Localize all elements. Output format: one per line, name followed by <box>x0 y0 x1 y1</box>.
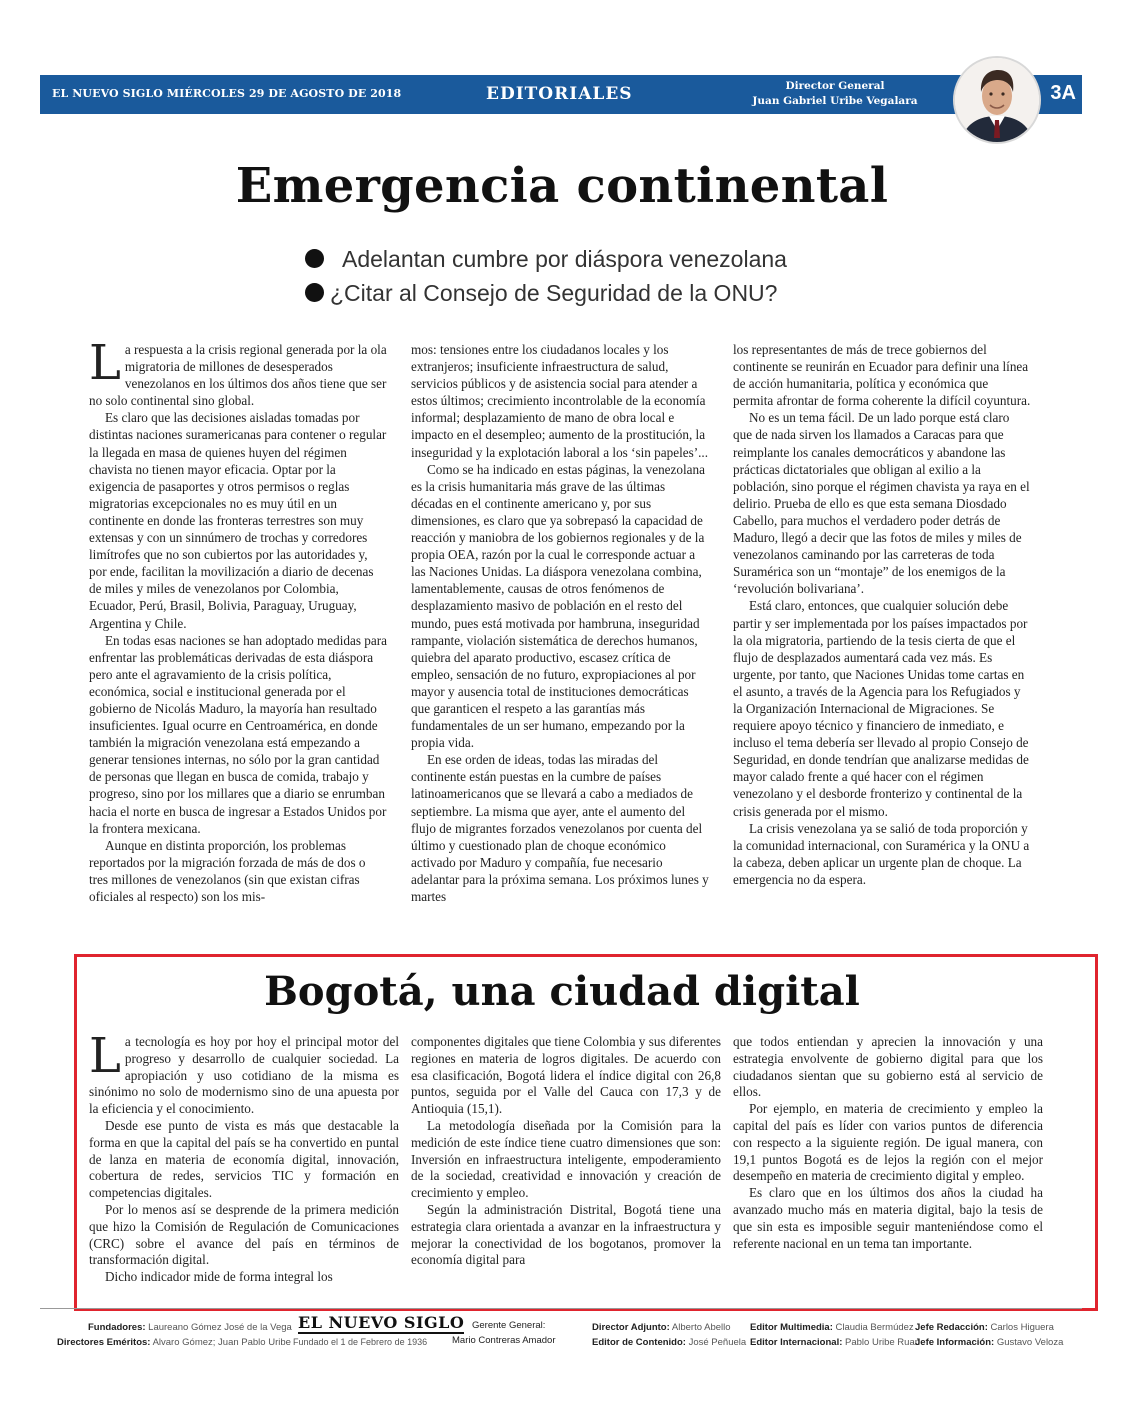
paragraph-text: a tecnología es hoy por hoy el principal motor del progreso y desarrollo de cualquier sociedad. La apropiación y uso cotidiano de la misma es sinónimo no solo de modernismo sino de una apuesta por la eficiencia y el conocimiento. <box>89 1034 399 1117</box>
paragraph <box>89 341 387 409</box>
paragraph: los representantes de más de trece gobiernos del continente se reunirán en Ecuador para definir una línea de acción humanitaria, política y económica que permita afrontar de forma coherente la difícil coyuntura. <box>733 342 1031 409</box>
paragraph <box>89 1034 399 1118</box>
paragraph: No es un tema fácil. De un lado porque está claro que de nada sirven los llamados a Caracas para que reimplante los canales democráticos y abandone las prácticas dictatoriales que obligan al exilio a la población, sino porque el régimen chavista ya raya en el delirio. Prueba de ello es que esta semana Diosdado Cabello, para muchos el verdadero poder detrás de Maduro, llegó a decir que las fotos de miles y miles de venezolanos caminando por las carreteras de toda Suramérica son un “montaje” de los enemigos de la ‘revolución bolivariana’. <box>733 410 1030 597</box>
footer-label: Jefe Información: <box>915 1337 995 1348</box>
director-avatar <box>953 56 1041 144</box>
paragraph: La crisis venezolana ya se salió de toda proporción y la comunidad internacional, con Suramérica y la ONU a la cabeza, deben aplicar un urgente plan de choque. La emergencia no da espera. <box>733 820 1030 887</box>
paragraph: Por lo menos así se desprende de la primera medición que hizo la Comisión de Regulación de Comunicaciones (CRC) sobre el avance del país en términos de transformación digital. <box>89 1201 399 1268</box>
article-column <box>733 1034 1043 1294</box>
footer-value: Claudia Bermúdez <box>835 1322 914 1333</box>
footer-value: Laureano Gómez José de la Vega <box>148 1322 292 1333</box>
paragraph: Dicho indicador mide de forma integral los <box>105 1269 333 1285</box>
paragraph: Es claro que las decisiones aisladas tomadas por distintas naciones suramericanas para contener o regular la llegada en masa de quienes huyen del régimen chavista no tienen mayor eficacia. Optar por la exigencia de pasaportes y otros permisos o reglas migratorias excepcionales no es muy útil en un continente en donde las fronteras terrestres son muy extensas y con un sinnúmero de trochas y corredores limítrofes que no son cubiertos por las autoridades y, por ende, facilitan la movilización a diario de decenas de miles y miles de venezolanos por Colombia, Ecuador, Perú, Brasil, Bolivia, Paraguay, Uruguay, Argentina y Chile. <box>89 410 387 631</box>
paragraph: La metodología diseñada por la Comisión para la medición de este índice tiene cuatro dimensiones que son: Inversión en infraestructura inteligente, empoderamiento de la sociedad, creatividad e innovación y creación de crecimiento y empleo. <box>411 1117 721 1201</box>
footer-label: Editor Internacional: <box>750 1337 843 1348</box>
article-column <box>89 341 387 941</box>
paragraph: mos: tensiones entre los ciudadanos locales y los extranjeros; insuficiente infraestructura de salud, servicios públicos y de asistencia social para atender a estos últimos; crecimiento incontrolable de la economía informal; desplazamiento de mano de obra local e impacto en el desempleo; aumento de la prostitución, la inseguridad y la explotación laboral a los ‘sin papeles’... <box>411 342 708 460</box>
masthead-date: EL NUEVO SIGLO MIÉRCOLES 29 DE AGOSTO DE 2018 <box>52 87 402 100</box>
footer-value: Gustavo Veloza <box>996 1337 1064 1348</box>
footer-founders <box>88 1322 292 1333</box>
article-title: Emergencia continental <box>235 158 889 214</box>
paragraph-text: a respuesta a la crisis regional generada por la ola migratoria de millones de desesperados venezolanos en los últimos dos años tiene que ser no solo continental sino global. <box>89 342 387 409</box>
footer-value: José Peñuela <box>688 1337 747 1348</box>
paragraph: Por ejemplo, en materia de crecimiento y empleo la capital del país es líder con varios puntos de diferencia con respecto a la siguiente región. De igual manera, con 19,1 puntos Bogotá es de lejos la región con el mejor desempeño en materia de crecimiento digital y empleo. <box>733 1101 1043 1184</box>
paragraph: Según la administración Distrital, Bogotá tiene una estrategia clara orientada a avanzar en la infraestructura y mejorar la conectividad de los bogotanos, promover la economía digital para <box>411 1201 721 1268</box>
footer-label: Editor Multimedia: <box>750 1322 833 1333</box>
bullet-icon <box>305 249 324 268</box>
paragraph: Desde ese punto de vista es más que destacable la forma en que la capital del país se ha convertido en puntal de lanza en materia de economía digital, innovación, cobertura de redes, servicios TIC y formación en competencias digitales. <box>89 1117 399 1201</box>
director-credit <box>745 79 925 109</box>
article-column <box>89 1034 399 1294</box>
footer-manager: Mario Contreras Amador <box>452 1335 556 1346</box>
footer-information-chief <box>915 1337 1063 1348</box>
subheadline <box>305 244 787 278</box>
bullet-icon <box>305 283 324 302</box>
header-bar <box>40 75 1082 114</box>
footer-emeritus <box>57 1337 291 1348</box>
subheadline-list <box>305 244 787 312</box>
footer-label: Fundadores: <box>88 1322 146 1333</box>
paragraph: Es claro que en los últimos dos años la ciudad ha avanzado mucho más en materia digital, bajo la tesis de que sin esta es imposible seguir manteniéndose como el referente nacional en un tema tan importante. <box>733 1185 1043 1251</box>
footer-value: Alberto Abello <box>671 1322 731 1333</box>
subheadline-text: ¿Citar al Consejo de Seguridad de la ONU? <box>330 280 778 306</box>
article-column <box>733 341 1031 941</box>
paragraph: Aunque en distinta proporción, los problemas reportados por la migración forzada de más de dos o tres millones de venezolanos (sin que existan cifras oficiales al respecto) son los mis- <box>89 837 366 904</box>
footer-label: Director Adjunto: <box>592 1322 670 1333</box>
drop-cap: L <box>89 1034 121 1084</box>
newspaper-logo: EL NUEVO SIGLO <box>298 1313 465 1332</box>
director-name: Juan Gabriel Uribe Vegalara <box>752 95 918 107</box>
paragraph: En todas esas naciones se han adoptado medidas para enfrentar las problemáticas derivadas de esta diáspora pero ante el agravamiento de la crisis política, económica, social e institucional generada por el gobierno de Nicolás Maduro, la mayoría han resultado insuficientes. Igual ocurre en Centroamérica, en donde también la migración venezolana está empezando a generar tensiones internas, no sólo por la gran cantidad de personas que llegan en busca de comida, trabajo y progreso, sino por los millares que a diario se enrumban hacia el norte en busca de ingresar a Estados Unidos por la frontera mexicana. <box>89 632 387 836</box>
page-number: 3A <box>1050 82 1076 104</box>
director-title: Director General <box>785 80 885 92</box>
paragraph: Como se ha indicado en estas páginas, la venezolana es la crisis humanitaria más grave de las últimas décadas en el continente americano y, por sus dimensiones, es claro que ya sobrepasó la capacidad de reacción y maniobra de los gobiernos regionales y de la propia OEA, razón por la cual le corresponde actuar a las Naciones Unidas. La diáspora venezolana combina, lamentablemente, causas de otros fenómenos de desplazamiento masivo de población en el resto del mundo, pues está motivada por hambruna, inseguridad rampante, violación sistemática de derechos humanos, quiebra del aparato productivo, escasez crítica de empleo, sensación de no futuro, expropiaciones al por mayor y ausencia total de instituciones democráticas que garanticen el respeto a las garantías más fundamentales de un ser humano, empezando por la propia vida. <box>411 461 705 751</box>
footer-content-editor <box>592 1337 746 1348</box>
footer-label: Directores Eméritos: <box>57 1337 151 1348</box>
footer-label: Jefe Redacción: <box>915 1322 988 1333</box>
subheadline-text: Adelantan cumbre por diáspora venezolana <box>342 246 787 272</box>
footer-multimedia-editor <box>750 1322 914 1333</box>
footer-value: Carlos Higuera <box>990 1322 1054 1333</box>
article-title: Bogotá, una ciudad digital <box>264 968 860 1015</box>
footer-divider <box>40 1308 1082 1309</box>
article-column <box>411 1034 721 1294</box>
footer-manager-label: Gerente General: <box>472 1320 546 1331</box>
paragraph: En ese orden de ideas, todas las miradas del continente están puestas en la cumbre de países latinoamericanos que se llevará a cabo a mediados de septiembre. La misma que ayer, ante el aumento del flujo de migrantes forzados venezolanos por cuenta del último y cuestionado plan de choque económico activado por Maduro y compañía, fue necesario adelantar para la próxima semana. Los próximos lunes y martes <box>411 752 709 904</box>
subheadline <box>305 278 787 312</box>
footer-international-editor <box>750 1337 920 1348</box>
article-column <box>411 341 709 941</box>
paragraph: que todos entiendan y aprecien la innovación y una estrategia envolvente de gobierno digital para que los ciudadanos sientan que su gobierno está al servicio de ellos. <box>733 1034 1043 1100</box>
paragraph: componentes digitales que tiene Colombia y sus diferentes regiones en materia de logros digitales. De acuerdo con esa clasificación, Bogotá lidera el índice digital con 26,8 puntos, seguida por el Valle del Cauca con 17,3 y de Antioquia (15,1). <box>411 1034 721 1117</box>
footer-newsroom-chief <box>915 1322 1054 1333</box>
footer-label: Editor de Contenido: <box>592 1337 686 1348</box>
drop-cap: L <box>89 341 121 391</box>
section-title: EDITORIALES <box>486 84 633 104</box>
footer-deputy <box>592 1322 731 1333</box>
founded-date: Fundado el 1 de Febrero de 1936 <box>293 1337 428 1347</box>
paragraph: Está claro, entonces, que cualquier solución debe partir y ser implementada por los países impactados por la ola migratoria, partiendo de la tesis cierta de que el flujo de desplazados aumentará cada vez más. Es urgente, por tanto, que Naciones Unidas tome cartas en el asunto, a través de la Agencia para los Refugiados y la Organización Internacional de Migraciones. Se requiere apoyo técnico y financiero de inmediato, e incluso el tema debería ser llevado al propio Consejo de Seguridad, en donde tendrían que analizarse medidas de mayor calado frente a qué hacer con el régimen venezolano y el desborde fronterizo y continental de la crisis generada por el mismo. <box>733 598 1029 819</box>
footer-value: Alvaro Gómez; Juan Pablo Uribe <box>152 1337 291 1348</box>
portrait-icon <box>955 58 1039 142</box>
footer-value: Pablo Uribe Ruan <box>845 1337 921 1348</box>
